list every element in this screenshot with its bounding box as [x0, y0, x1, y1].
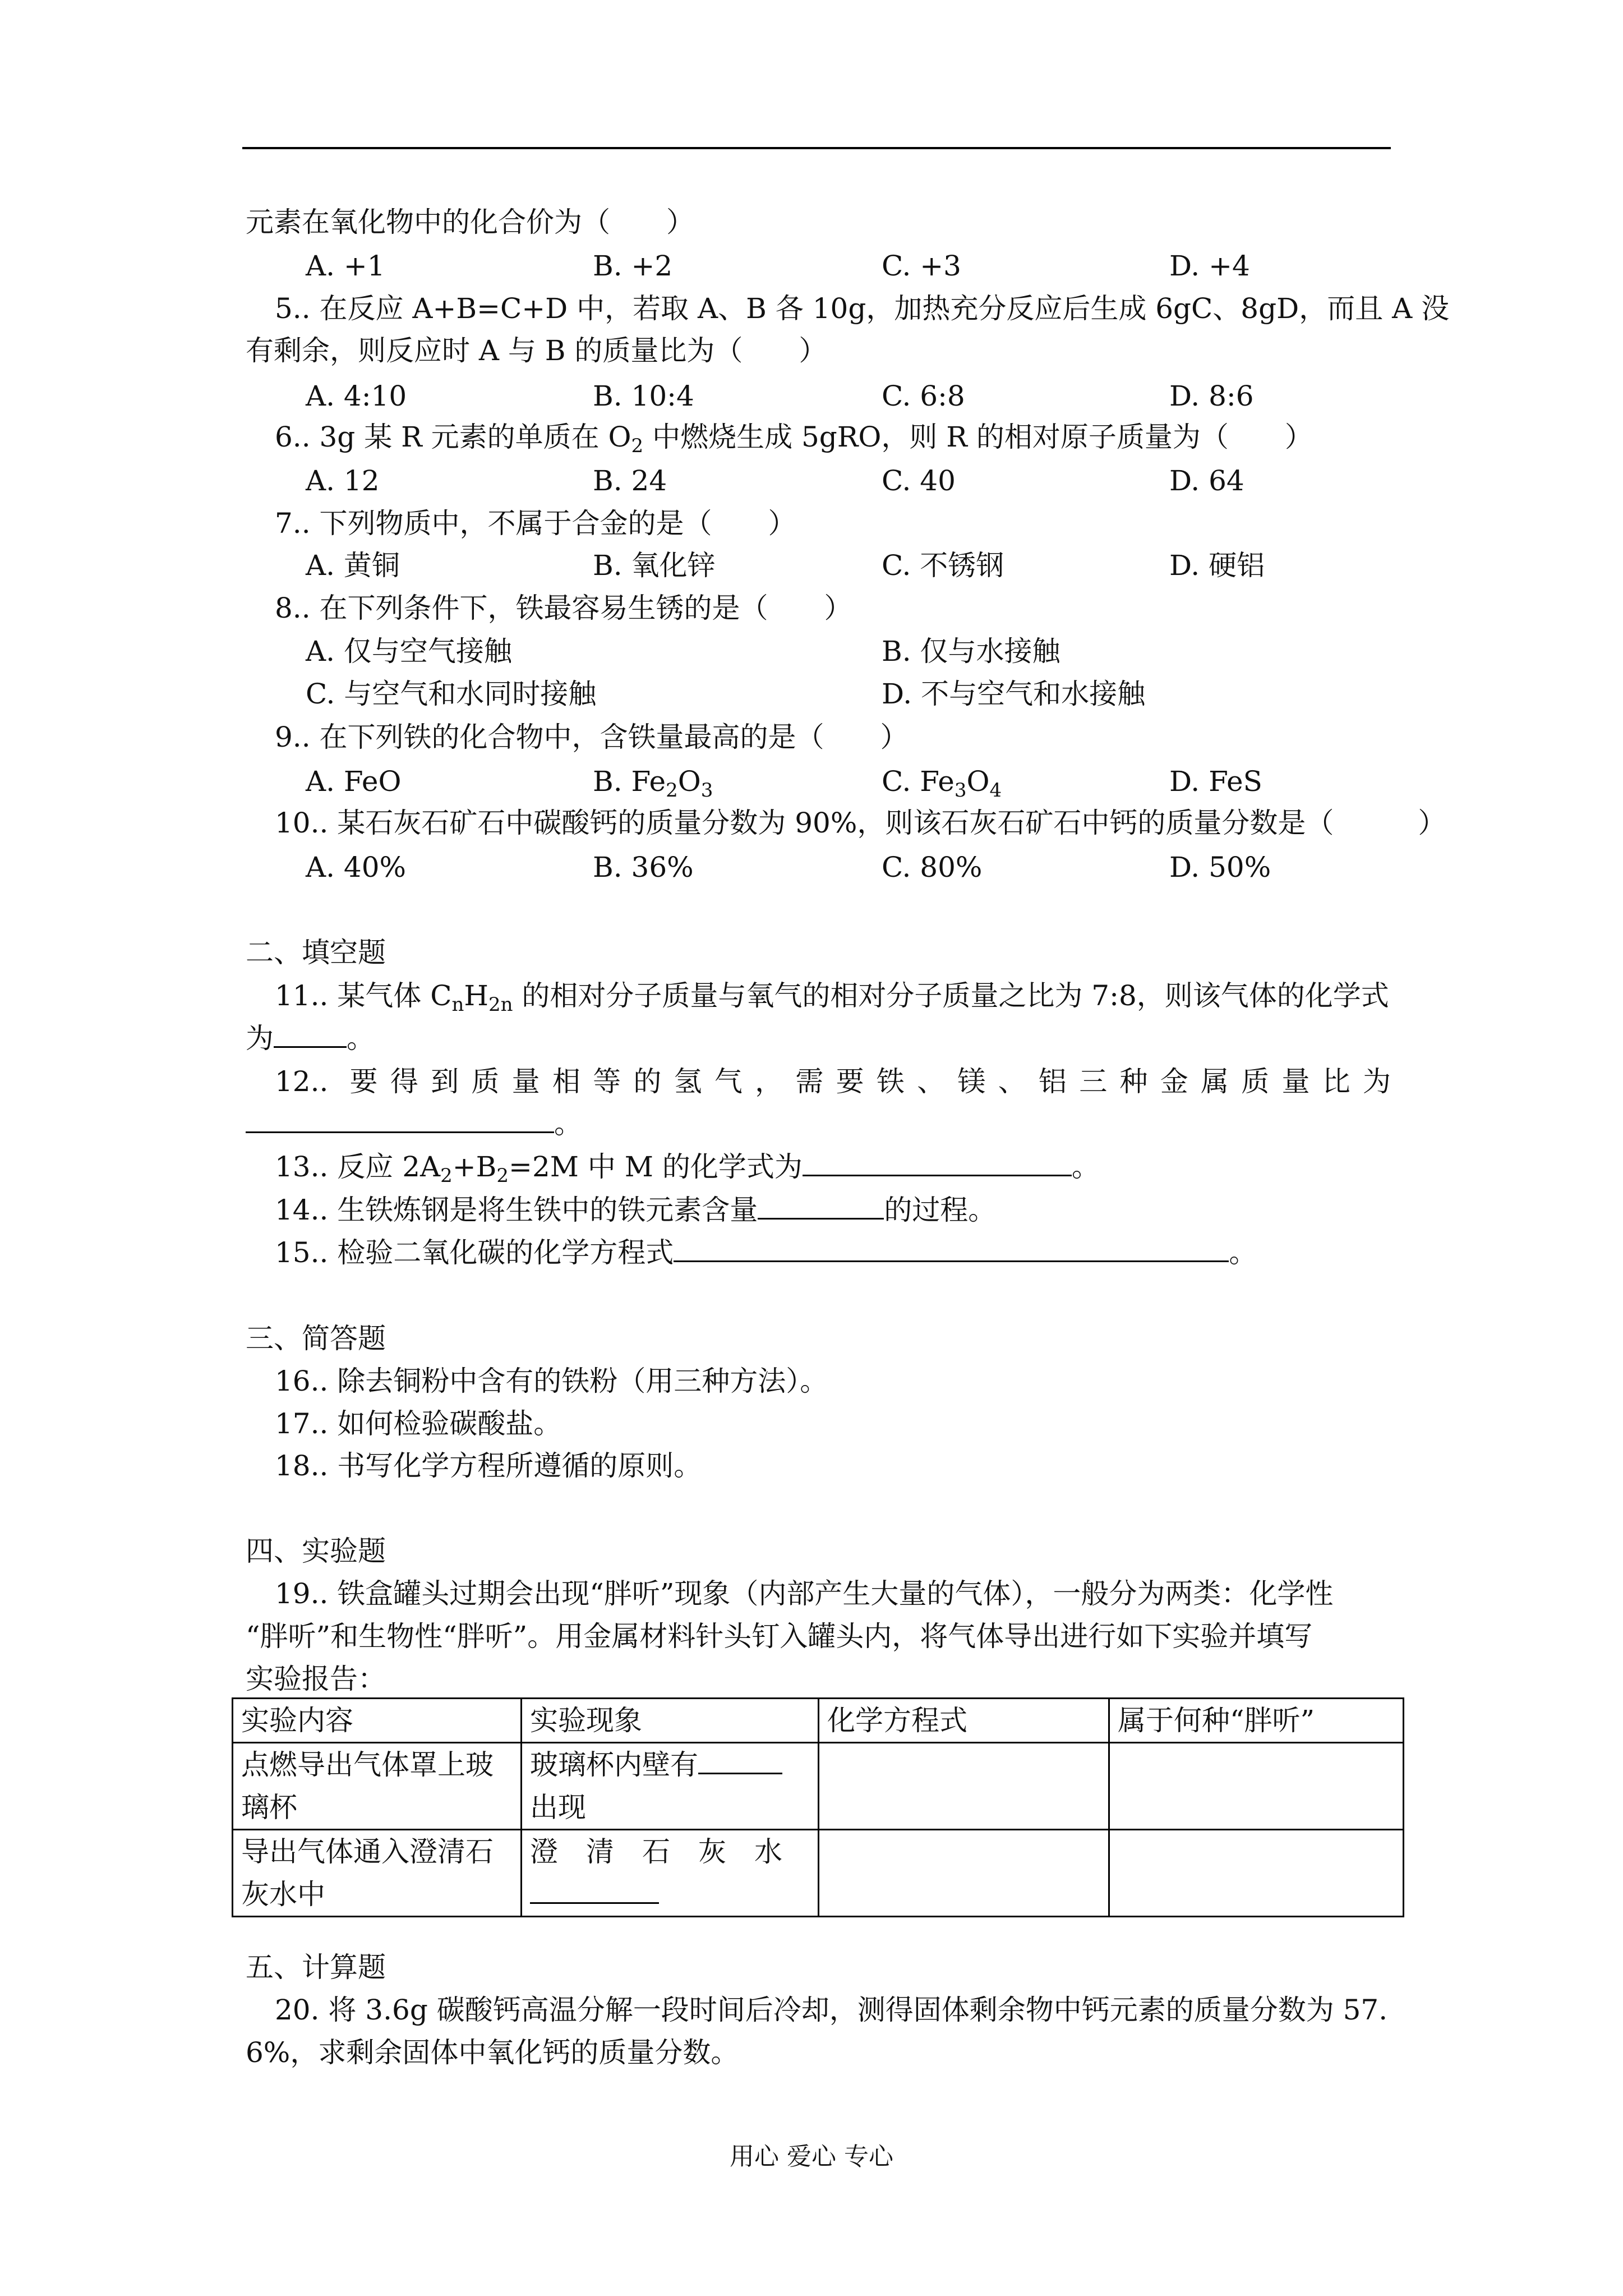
table-cell-content: 点燃导出气体罩上玻 璃杯: [233, 1743, 522, 1830]
q10-option-c: C. 80%: [882, 851, 983, 884]
q11-line1: 11.. 某气体 $C_nH_{2n}$ 的相对分子质量与氧气的相对分子质量之比为 7:8，则该气体的化学式: [275, 979, 1389, 1016]
table-cell-equation[interactable]: [819, 1830, 1109, 1917]
q10-option-a: A. 40%: [306, 851, 407, 884]
q8-text: 8.. 在下列条件下，铁最容易生锈的是（ ）: [275, 592, 852, 624]
q6-text: 6.. 3g 某 R 元素的单质在 $O_2$ 中燃烧生成 5gRO，则 R 的相对原子质量为（ ）: [275, 421, 1313, 457]
q18-text: 18.. 书写化学方程所遵循的原则。: [275, 1450, 702, 1482]
q12-line1: 12.. 要得到质量相等的氢气，需要铁、镁、铝三种金属质量比为: [275, 1065, 1391, 1098]
q10-option-d: D. 50%: [1169, 851, 1271, 884]
table-cell-type[interactable]: [1109, 1743, 1404, 1830]
q5-line1: 5.. 在反应 A+B=C+D 中，若取 A、B 各 10g，加热充分反应后生成 6gC、8gD，而且 A 没: [275, 292, 1450, 325]
q7-option-b: B. 氧化锌: [593, 549, 716, 582]
section-2-title: 二、填空题: [246, 936, 386, 969]
table-cell-equation[interactable]: [819, 1743, 1109, 1830]
q4-option-a: A. +1: [306, 250, 385, 282]
q6-option-a: A. 12: [306, 464, 380, 497]
table-cell-phenomenon: 玻璃杯内壁有 出现: [522, 1743, 819, 1830]
table-header-row: [233, 1699, 1404, 1743]
page-footer: 用心 爱心 专心: [730, 2142, 893, 2171]
table-cell-type[interactable]: [1109, 1830, 1404, 1917]
q11-line2: 为 。: [246, 1022, 375, 1055]
q4-option-b: B. +2: [593, 250, 673, 282]
table-answer-blank[interactable]: [530, 1878, 659, 1904]
q7-option-a: A. 黄铜: [306, 549, 400, 582]
q9-option-c: C. $Fe_3O_4$: [882, 765, 1002, 802]
q6-option-d: D. 64: [1169, 464, 1244, 497]
table-header-cell: 实验现象: [522, 1699, 819, 1743]
q8-option-d: D. 不与空气和水接触: [882, 678, 1146, 710]
q5-line2: 有剩余，则反应时 A 与 B 的质量比为（ ）: [246, 334, 827, 367]
q9-text: 9.. 在下列铁的化合物中，含铁量最高的是（ ）: [275, 721, 909, 753]
q17-text: 17.. 如何检验碳酸盐。: [275, 1407, 562, 1440]
q5-option-b: B. 10:4: [593, 380, 694, 412]
q15-text: 15.. 检验二氧化碳的化学方程式 。: [275, 1236, 1257, 1269]
table-cell-content: 导出气体通入澄清石 灰水中: [233, 1830, 522, 1917]
q8-option-a: A. 仅与空气接触: [306, 635, 512, 668]
table-answer-blank[interactable]: [698, 1748, 782, 1774]
q9-option-a: A. FeO: [306, 765, 402, 798]
q6-option-c: C. 40: [882, 464, 956, 497]
q4-option-d: D. +4: [1169, 250, 1250, 282]
q11-answer-blank[interactable]: [274, 1022, 347, 1048]
q16-text: 16.. 除去铜粉中含有的铁粉（用三种方法）。: [275, 1365, 828, 1397]
q10-option-b: B. 36%: [593, 851, 694, 884]
q15-answer-blank[interactable]: [674, 1236, 1229, 1262]
q20-line1: 20. 将 3.6g 碳酸钙高温分解一段时间后冷却，测得固体剩余物中钙元素的质量分数为 57.: [275, 1994, 1388, 2026]
q5-option-d: D. 8:6: [1169, 380, 1254, 412]
q13-text: 13.. 反应 $2A_2+B_2=2M$ 中 M 的化学式为 。: [275, 1151, 1100, 1187]
q14-answer-blank[interactable]: [758, 1193, 884, 1220]
q19-line2: “胖听”和生物性“胖听”。用金属材料针头钉入罐头内，将气体导出进行如下实验并填写: [246, 1620, 1313, 1653]
q8-option-c: C. 与空气和水同时接触: [306, 678, 597, 710]
q7-option-c: C. 不锈钢: [882, 549, 1004, 582]
q10-text: 10.. 某石灰石矿石中碳酸钙的质量分数为 90%，则该石灰石矿石中钙的质量分数是（ ）: [275, 807, 1446, 839]
q12-answer-blank[interactable]: [246, 1107, 554, 1133]
q7-text: 7.. 下列物质中，不属于合金的是（ ）: [275, 507, 796, 540]
q6-option-b: B. 24: [593, 464, 667, 497]
q12-line2: 。: [246, 1106, 582, 1141]
header-rule: [242, 147, 1391, 149]
table-row: [233, 1743, 1404, 1830]
q13-answer-blank[interactable]: [803, 1150, 1072, 1176]
q20-line2: 6%，求剩余固体中氧化钙的质量分数。: [246, 2036, 739, 2069]
table-header-cell: 化学方程式: [819, 1699, 1109, 1743]
q5-option-c: C. 6:8: [882, 380, 965, 412]
experiment-report-table: [232, 1697, 1404, 1917]
q5-option-a: A. 4:10: [306, 380, 407, 412]
q19-line3: 实验报告：: [246, 1663, 386, 1695]
section-3-title: 三、简答题: [246, 1322, 386, 1355]
q14-text: 14.. 生铁炼钢是将生铁中的铁元素含量 的过程。: [275, 1194, 997, 1226]
q4-option-c: C. +3: [882, 250, 961, 282]
q4-tail: 元素在氧化物中的化合价为（ ）: [246, 206, 694, 238]
q8-option-b: B. 仅与水接触: [882, 635, 1061, 668]
q9-option-b: B. $Fe_2O_3$: [593, 765, 713, 802]
q9-option-d: D. FeS: [1169, 765, 1262, 798]
table-header-cell: 属于何种“胖听”: [1109, 1699, 1404, 1743]
table-cell-phenomenon: 澄 清 石 灰 水: [522, 1830, 819, 1917]
section-5-title: 五、计算题: [246, 1951, 386, 1984]
q7-option-d: D. 硬铝: [1169, 549, 1265, 582]
q19-line1: 19.. 铁盒罐头过期会出现“胖听”现象（内部产生大量的气体），一般分为两类：化学性: [275, 1577, 1334, 1610]
section-4-title: 四、实验题: [246, 1535, 386, 1567]
table-row: [233, 1830, 1404, 1917]
table-header-cell: 实验内容: [233, 1699, 522, 1743]
